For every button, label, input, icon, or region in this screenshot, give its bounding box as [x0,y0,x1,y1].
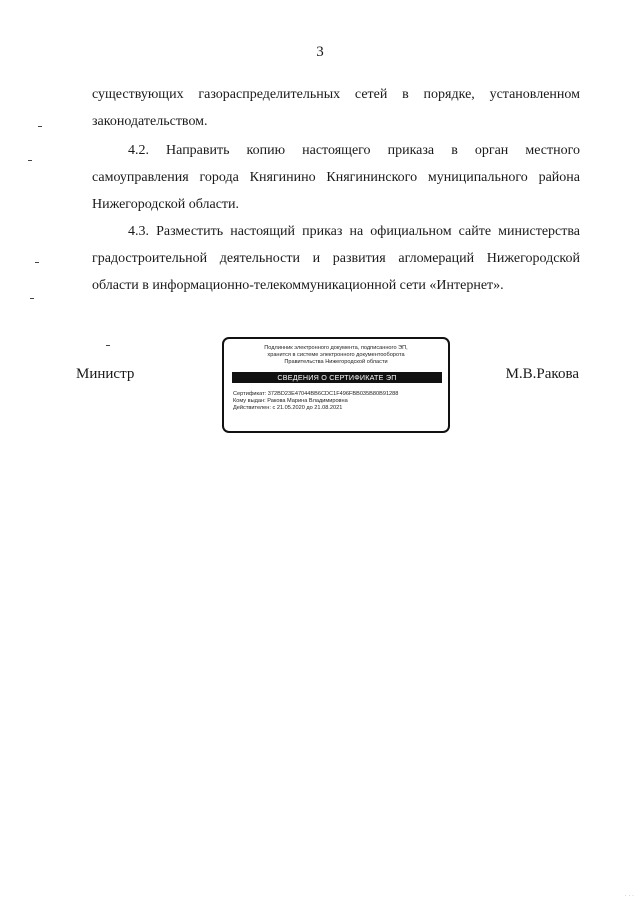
stamp-title-bar: СВЕДЕНИЯ О СЕРТИФИКАТЕ ЭП [232,372,442,383]
stamp-header-line: Правительства Нижегородской области [284,359,388,365]
paragraph-4-2 [92,137,580,218]
electronic-signature-stamp [222,337,450,433]
scan-mark [38,126,42,127]
scan-mark [106,345,110,346]
paragraph-line: самоуправления города Княгинино Княгининского муниципального района [92,170,580,185]
paragraph-line: области в информационно-телекоммуникационной сети «Интернет». [92,278,504,293]
paragraph-continuation [92,81,580,135]
page-number: 3 [316,44,324,60]
scan-mark [30,298,34,299]
stamp-details [233,391,448,412]
scan-artifact: · · · [624,893,634,899]
paragraph-line: 4.2. Направить копию настоящего приказа в орган местного [128,143,580,158]
stamp-issued-to: Кому выдан: Ракова Марина Владимировна [233,398,348,404]
paragraph-line: законодательством. [92,114,208,129]
stamp-certificate: Сертификат: 372BD23E47044BB6CDC1F496FBB035B80B91288 [233,391,399,397]
signatory-position: Министр [76,366,135,382]
signatory-name: М.В.Ракова [505,366,579,382]
stamp-header-line: хранится в системе электронного документооборота [267,352,405,358]
stamp-header [224,345,448,366]
paragraph-4-3 [92,218,580,299]
stamp-validity: Действителен: с 21.05.2020 до 21.08.2021 [233,405,343,411]
scan-mark [28,160,32,161]
paragraph-line: 4.3. Разместить настоящий приказ на официальном сайте министерства [128,224,580,239]
paragraph-line: существующих газораспределительных сетей в порядке, установленном [92,87,580,102]
paragraph-line: градостроительной деятельности и развития агломераций Нижегородской [92,251,580,266]
paragraph-line: Нижегородской области. [92,197,240,212]
stamp-header-line: Подлинник электронного документа, подписанного ЭП, [264,345,408,351]
scan-mark [35,262,39,263]
